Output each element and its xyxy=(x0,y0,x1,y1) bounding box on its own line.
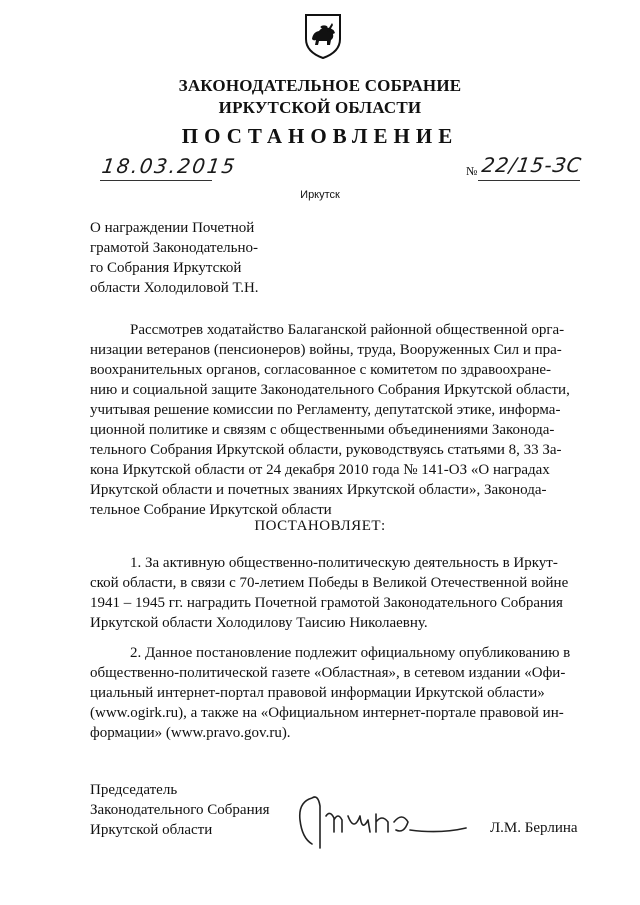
org-name-line1: ЗАКОНОДАТЕЛЬНОЕ СОБРАНИЕ xyxy=(178,76,462,95)
handwritten-signature-icon xyxy=(290,786,470,856)
item-line: Иркутской области Холодилову Таисию Николаевну. xyxy=(90,615,428,631)
coat-of-arms-icon xyxy=(303,12,343,60)
subject-line: области Холодиловой Т.Н. xyxy=(90,280,259,296)
item-line: 1. За активную общественно-политическую деятельность в Иркут- xyxy=(130,555,558,571)
signatory-title-line: Иркутской области xyxy=(90,822,213,838)
item-line: 1941 – 1945 гг. наградить Почетной грамотой Законодательного Собрания xyxy=(90,595,563,611)
number-label: № xyxy=(466,164,478,178)
org-name-line2: ИРКУТСКОЙ ОБЛАСТИ xyxy=(218,98,422,117)
preamble-line: нию и социальной защите Законодательного Собрания Иркутской области, xyxy=(90,382,570,398)
preamble-line: низации ветеранов (пенсионеров) войны, труда, Вооруженных Сил и пра- xyxy=(90,342,562,358)
preamble-line: учитывая решение комиссии по Регламенту, депутатской этике, информа- xyxy=(90,402,561,418)
item-line: общественно-политической газете «Областная», в сетевом издании «Офи- xyxy=(90,665,566,681)
subject-line: грамотой Законодательно- xyxy=(90,240,258,256)
subject-line: го Собрания Иркутской xyxy=(90,260,242,276)
preamble-line: Иркутской области и почетных званиях Иркутской области», Законода- xyxy=(90,482,547,498)
date-underline xyxy=(100,180,212,181)
city-label: Иркутск xyxy=(300,189,340,201)
subject-block xyxy=(90,218,275,298)
preamble-line: Рассмотрев ходатайство Балаганской районной общественной орга- xyxy=(130,322,565,338)
signatory-title-line: Законодательного Собрания xyxy=(90,802,270,818)
preamble-line: тельного Собрания Иркутской области, руководствуясь статьями 8, 33 За- xyxy=(90,442,562,458)
document-number: 22/15-ЗС xyxy=(480,153,584,177)
signatory-title xyxy=(90,780,270,840)
item-line: (www.ogirk.ru), а также на «Официальном интернет-портале правовой ин- xyxy=(90,705,564,721)
number-underline xyxy=(478,180,580,181)
preamble-paragraph xyxy=(90,320,580,520)
document-date: 18.03.2015 xyxy=(100,154,239,178)
signatory-name: Л.М. Берлина xyxy=(490,820,578,836)
preamble-line: воохранительных органов, согласованное с комитетом по здравоохране- xyxy=(90,362,552,378)
item-line: 2. Данное постановление подлежит официальному опубликованию в xyxy=(130,645,571,661)
preamble-line: ционной политике и связям с общественными объединениями Законода- xyxy=(90,422,555,438)
item-line: циальный интернет-портал правовой информации Иркутской области» xyxy=(90,685,545,701)
item-line: ской области, в связи с 70-летием Победы в Великой Отечественной войне xyxy=(90,575,569,591)
decree-item-1 xyxy=(90,553,580,633)
preamble-line: тельное Собрание Иркутской области xyxy=(90,502,332,518)
signatory-title-line: Председатель xyxy=(90,782,178,798)
preamble-line: кона Иркутской области от 24 декабря 2010 года № 141-ОЗ «О наградах xyxy=(90,462,550,478)
subject-line: О награждении Почетной xyxy=(90,220,255,236)
item-line: формации» (www.pravo.gov.ru). xyxy=(90,725,291,741)
decree-item-2 xyxy=(90,643,580,743)
document-type-title: ПОСТАНОВЛЕНИЕ xyxy=(181,124,459,148)
decree-heading: ПОСТАНОВЛЯЕТ: xyxy=(254,518,386,534)
